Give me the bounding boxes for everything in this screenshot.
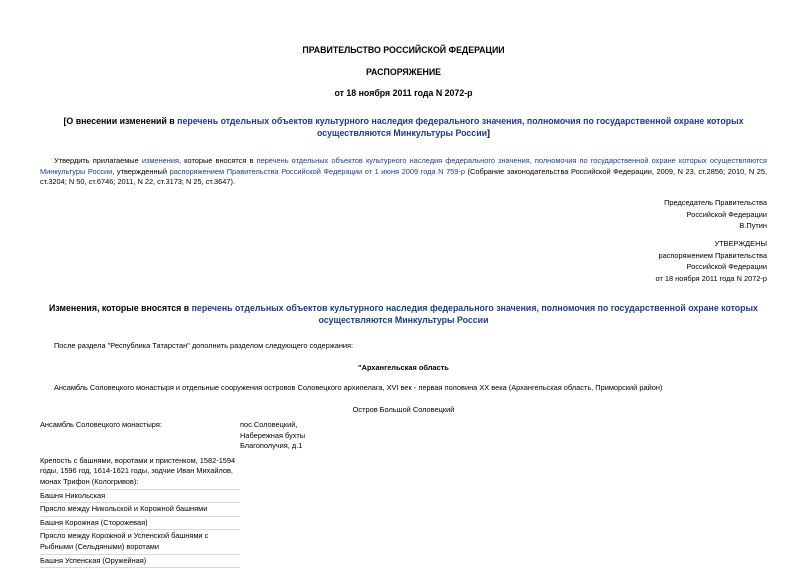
title-close-bracket: ] [487,128,490,138]
document-title [55,115,752,139]
table-row [40,418,480,452]
title-open-bracket: [ [63,116,67,126]
document-date: от 18 ноября 2011 года N 2072-р [334,88,473,98]
signature-position: Председатель Правительства [664,198,767,207]
approved-country: Российской Федерации [686,262,767,271]
table-cell-address: пос.Соловецкий, Набережная бухты Благополучия, д.1 [240,420,306,451]
objects-table [40,418,480,568]
title-list-link[interactable]: перечень отдельных объектов культурного наследия федерального значения, полномочия по государственной охране которых осуществляются Минкультуры России [177,116,744,138]
table-row: Крепость с башнями, воротами и пристенком, 1582-1594 годы, 1596 год, 1614-1621 годы, зодчие Иван Михайлов, монах Трифон (Кологривов): [40,452,240,490]
p1-text-c: , утвержденный [112,166,170,176]
changes-title-prefix: Изменения, которые вносятся в [49,303,192,313]
p1-changes-link[interactable]: изменения [141,156,179,165]
p1-text-a: Утвердить прилагаемые [54,156,142,165]
signature-name: В.Путин [739,221,767,230]
p1-text-d: (Собрание законодательства Российской Федерации, 2009, N 23, ст.2856; 2010, N 25, ст.3204; N 50, ст.6746; 2011, N 22, ст.3173; N 25, ст.3647). [40,166,768,187]
p1-text-b: , которые вносятся в [178,156,257,165]
table-row: Башня Успенская (Оружейная) [40,555,240,569]
signature-block [467,197,767,232]
approved-label: УТВЕРЖДЕНЫ [714,239,767,248]
island-heading: Остров Большой Соловецкий [352,405,455,414]
region-heading: "Архангельская область [358,363,449,372]
table-row: Башня Корожная (Сторожевая) [40,517,240,531]
table-row: Башня Никольская [40,490,240,504]
government-title: ПРАВИТЕЛЬСТВО РОССИЙСКОЙ ФЕДЕРАЦИИ [302,45,505,55]
main-paragraph [40,156,767,188]
changes-title-link[interactable]: перечень отдельных объектов культурного наследия федерального значения, полномочия по государственной охране которых осуществляются Минкультуры России [191,303,758,325]
p1-order-link[interactable]: распоряжением Правительства Российской Федерации от 1 июня 2009 года N 759-р [169,166,465,176]
changes-title [40,302,767,326]
table-row: Прясло между Корожной и Успенской башнями с Рыбными (Сельдяными) воротами [40,530,240,554]
signature-country: Российской Федерации [686,209,767,219]
section-intro: После раздела "Республика Татарстан" дополнить разделом следующего содержания: [54,341,354,350]
p1-list-link[interactable]: перечень отдельных объектов культурного наследия федерального значения, полномочия по государственной охране которых осуществляются Минкультуры России [40,156,767,176]
table-row: Прясло между Никольской и Корожной башнями [40,503,240,517]
approved-by: распоряжением Правительства [658,250,767,260]
approved-block [467,238,767,284]
title-prefix: О внесении изменений в [66,116,178,126]
approved-date: от 18 ноября 2011 года N 2072-р [655,273,767,283]
document-type: РАСПОРЯЖЕНИЕ [365,67,442,77]
table-cell-object: Ансамбль Соловецкого монастыря: [40,420,162,429]
ensemble-description: Ансамбль Соловецкого монастыря и отдельные сооружения островов Соловецкого архипелага, XVI век - первая половина XX века (Архангельская область, Приморский район) [54,383,663,392]
